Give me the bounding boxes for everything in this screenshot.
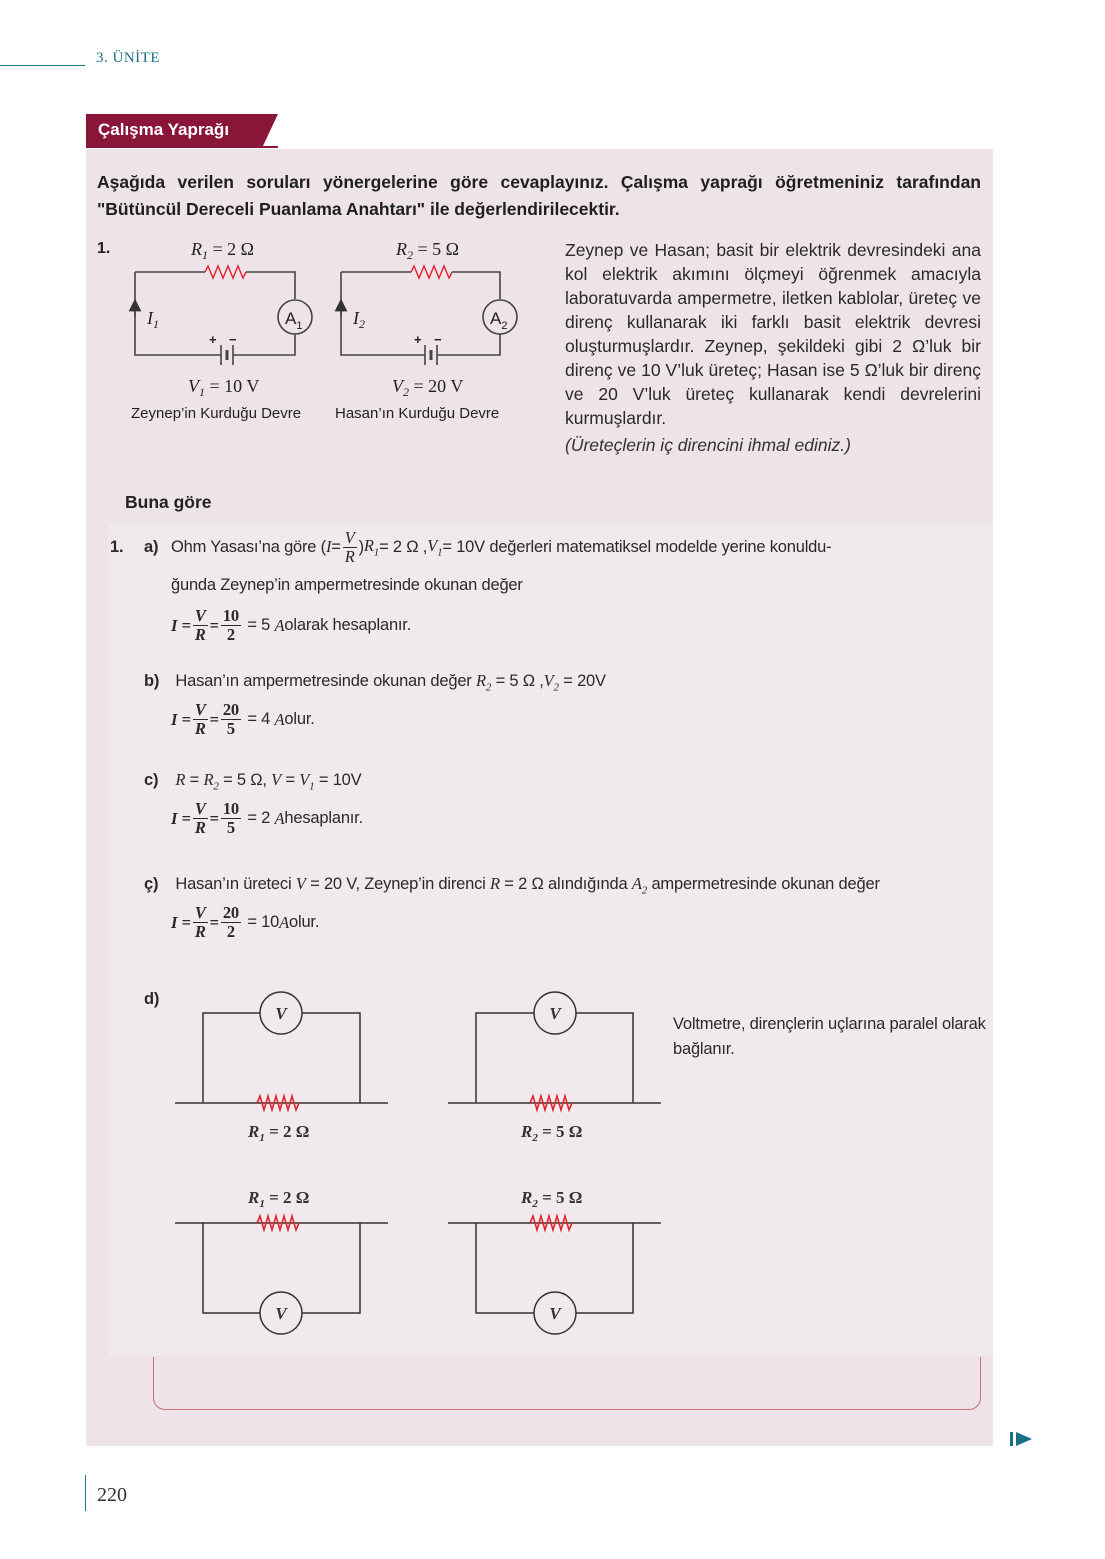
label-r2-top: $R_2 = 5$ Ω — [521, 1122, 583, 1144]
answer-a-line2: ğunda Zeynep’in ampermetresinde okunan değer — [171, 576, 523, 594]
math-paren: ) — [358, 537, 364, 556]
answer-c: c) $R = R_2 = 5$ Ω, $V = V_1 = 10V$ I = $\frac{V}{R}$ = $\frac{10}{5}$ = 2 A hesaplanır. — [144, 770, 990, 837]
header-rule — [0, 65, 85, 66]
math-eq: = — [331, 537, 341, 556]
circuit2-battery-plus: + — [414, 332, 422, 347]
circuit1-resistor-label: $R_1 = 2$ Ω — [191, 239, 255, 262]
caption-hasan-circuit: Hasan’ın Kurduğu Devre — [335, 405, 500, 422]
question-note: (Üreteçlerin iç direncini ihmal ediniz.) — [565, 435, 851, 455]
circuit1-current-label: $I_1$ — [147, 308, 159, 331]
circuit1-battery-plus: + — [209, 332, 217, 347]
label-r1-bottom: $R_1 = 2$ Ω — [248, 1188, 310, 1210]
answer-a-formula: I = $\frac{V}{R}$ = $\frac{10}{2}$ = 5 A olarak hesaplanır. — [171, 606, 412, 644]
circuit1-battery-minus: − — [229, 332, 237, 347]
worksheet-intro: Aşağıda verilen soruları yönergelerine göre cevaplayınız. Çalışma yaprağı öğretmeniniz tarafından "Bütüncül Dereceli Puanlama Anahtarı" ile değerlendirilecektir. — [97, 172, 981, 219]
answer-b-label: b) — [144, 672, 160, 690]
unit-label: 3. ÜNİTE — [96, 50, 160, 66]
circuit2-battery-minus: − — [434, 332, 442, 347]
answer-a-r1-value: = 2 Ω , — [379, 537, 428, 556]
circuit2-voltage-label: $V_2 = 20$ V — [392, 376, 464, 399]
answer-a-label: a) — [144, 537, 159, 556]
question-number: 1. — [97, 240, 111, 257]
answer-c-label: c) — [144, 771, 159, 789]
math-fraction: $\frac{V}{R}$ — [344, 527, 355, 566]
answer-b-text: Hasan’ın ampermetresinde okunan değer — [175, 672, 476, 690]
circuit2-ammeter-label: $A_2$ — [490, 309, 508, 332]
answer-box-frame — [153, 1357, 981, 1410]
circuit2-resistor-label: $R_2 = 5$ Ω — [396, 239, 460, 262]
answer-c-formula: I = $\frac{V}{R}$ = $\frac{10}{5}$ = 2 A hesaplanır. — [171, 799, 363, 838]
voltmeter-diagrams — [170, 985, 670, 1345]
answer-number: 1. — [110, 538, 124, 556]
worksheet-tag: Çalışma Yaprağı — [98, 120, 230, 139]
answer-b-formula: I = $\frac{V}{R}$ = $\frac{20}{5}$ = 4 A olur. — [171, 700, 315, 739]
circuit1-ammeter-label: $A_1$ — [285, 309, 303, 332]
footer-rule — [85, 1475, 86, 1511]
answer-b: b) Hasan’ın ampermetresinde okunan değer $R_2 = 5$ Ω $,V_2 = 20V$ I = $\frac{V}{R}$ = $\frac{20}{5}$ = 4 A olur. — [144, 671, 990, 738]
answer-cc: ç) Hasan’ın üreteci V = 20 V, Zeynep’in direnci R = 2 Ω alındığında $A_2$ ampermetresinde okunan değer I = $\frac{V}{R}$ = $\frac{20}{2}$ = 10 A olur. — [144, 874, 990, 941]
question-story: Zeynep ve Hasan; basit bir elektrik devresindeki ana kol elektrik akımını ölçmeyi öğrenmek amacıyla laboratuvarda ampermetre, iletken kablolar, üreteç ve direnç kullanarak iki farklı basit elektrik devresi oluşturmuşlardır. Zeynep, şekildeki gibi 2 Ω’luk bir direnç ve 10 V’luk üreteç; Hasan ise 5 Ω’luk bir direnç ve 20 V’luk üreteç kullanarak kendi devrelerini kurmuşlardır. — [565, 240, 981, 428]
voltmeter-label-4: V — [549, 1304, 561, 1323]
voltmeter-label-1: V — [275, 1004, 287, 1023]
resistor-r2-icon — [411, 266, 452, 278]
voltmeter-label-2: V — [549, 1004, 561, 1023]
answer-cc-label: ç) — [144, 875, 159, 893]
resistor-r1-icon — [205, 266, 246, 278]
math-i: I — [325, 537, 332, 556]
next-page-arrow-icon[interactable] — [1010, 1432, 1034, 1446]
answer-a-rest: = 10V değerleri matematiksel modelde yerine konuldu- — [442, 537, 832, 556]
page-number: 220 — [97, 1484, 127, 1506]
caption-zeynep-circuit: Zeynep’in Kurduğu Devre — [131, 405, 302, 422]
math-v1: $V_1$ — [427, 535, 443, 559]
voltmeter-label-3: V — [275, 1304, 287, 1323]
circuit2-current-label: $I_2$ — [353, 308, 365, 331]
math-r1: $R_1$ — [363, 535, 380, 559]
answer-a-text: Ohm Yasası’na göre ( — [171, 537, 326, 556]
answer-d-label: d) — [144, 990, 160, 1008]
label-r2-bottom: $R_2 = 5$ Ω — [521, 1188, 583, 1210]
circuit-diagrams — [125, 232, 545, 402]
answer-cc-formula: I = $\frac{V}{R}$ = $\frac{20}{2}$ = 10 A olur. — [171, 903, 320, 942]
answer-a — [144, 524, 990, 644]
answer-d-text: Voltmetre, dirençlerin uçlarına paralel olarak bağlanır. — [673, 1015, 986, 1058]
buna-gore-heading: Buna göre — [125, 492, 212, 512]
circuit1-voltage-label: $V_1 = 10$ V — [188, 376, 260, 399]
label-r1-top: $R_1 = 2$ Ω — [248, 1122, 310, 1144]
